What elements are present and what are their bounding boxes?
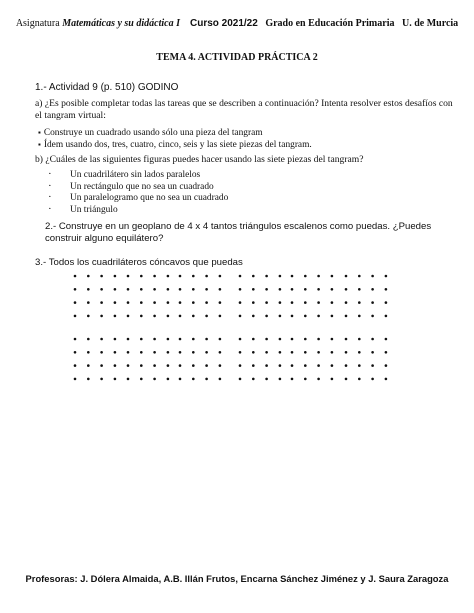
geoplane-dot [100,351,103,354]
geoplane-dot [371,351,374,354]
geoplane-dot [279,301,282,304]
geoplane-dot [279,364,282,367]
geoplane-dot [205,288,208,291]
geoplane-dot [127,378,130,381]
geoplane-dot [127,315,130,318]
geoplane-dot [317,351,320,354]
geoplane-dot [74,364,77,367]
geoplane-dot [179,301,182,304]
geoplane-dot [239,275,242,278]
geoplane-dot [192,275,195,278]
geoplane-dot [127,338,130,341]
geoplane-dot [114,338,117,341]
list-item: · Un cuadrilátero sin lados paralelos [58,170,228,182]
geoplane-dot [252,275,255,278]
geoplane-dot [265,364,268,367]
geoplane-dot [345,315,348,318]
geoplane-dot [140,338,143,341]
geoplane-dot [385,275,388,278]
geoplane-dot [331,378,334,381]
geoplane-grid [345,275,388,318]
geoplane-dot [385,351,388,354]
footer-professors: Profesoras: J. Dólera Almaida, A.B. Illán Frutos, Encarna Sánchez Jiménez y J. Saura Zaragoza [25,573,449,584]
geoplane-dot [345,364,348,367]
geoplane-dot [345,275,348,278]
geoplane-dot [219,275,222,278]
geoplane-dot [345,351,348,354]
geoplane-dot [371,338,374,341]
geoplane-dot [279,378,282,381]
geoplane-dot [192,378,195,381]
geoplane-dot [179,364,182,367]
geoplane-grid [127,275,170,318]
geoplane-dot [317,364,320,367]
geoplane-dot [114,301,117,304]
geoplane-dot [179,338,182,341]
geoplane-dot [153,301,156,304]
geoplane-dot [114,315,117,318]
geoplane-dot [291,364,294,367]
geoplane-dot [345,288,348,291]
asignatura-label: Asignatura [15,18,60,29]
geoplane-grid [345,338,388,381]
geoplane-dot [219,288,222,291]
geoplane-dot [153,288,156,291]
geoplane-dot [252,301,255,304]
geoplane-dot [358,378,361,381]
geoplane-grid [291,338,334,381]
geoplane-dot [252,288,255,291]
geoplane-dot [114,351,117,354]
list-item: · Un rectángulo que no sea un cuadrado [58,182,228,194]
geoplane-dot [252,364,255,367]
geoplane-dot [291,378,294,381]
geoplane-dot [140,364,143,367]
geoplane-dot [87,288,90,291]
geoplane-dot [179,378,182,381]
geoplane-dot [304,315,307,318]
geoplane-dot [100,288,103,291]
geoplane-dot [317,301,320,304]
geoplane-dot [371,301,374,304]
geoplane-dot [74,288,77,291]
geoplane-dot [265,288,268,291]
geoplane-dot [114,275,117,278]
geoplane-dot [153,275,156,278]
geoplane-dot [127,288,130,291]
course-year: Curso 2021/22 [189,18,258,29]
geoplane-dot [291,275,294,278]
geoplane-dot [291,315,294,318]
geoplane-dot [219,378,222,381]
geoplane-dot [239,288,242,291]
geoplane-dot [74,338,77,341]
geoplane-dot [179,275,182,278]
geoplane-dot [153,315,156,318]
geoplane-dot [192,364,195,367]
geoplane-dot [252,338,255,341]
geoplane-dot [167,338,170,341]
section-1-heading: 1.- Actividad 9 (p. 510) GODINO [35,82,179,93]
geoplane-dot [127,351,130,354]
geoplane-dot [127,275,130,278]
geoplane-dot [239,338,242,341]
geoplane-dot [74,301,77,304]
geoplane-dot [331,301,334,304]
geoplane-dot [331,364,334,367]
geoplane-dot [219,301,222,304]
geoplane-dot [358,364,361,367]
geoplane-dot [219,351,222,354]
geoplane-dot [114,364,117,367]
geoplane-grid [239,275,282,318]
list-item: ▪ Construye un cuadrado usando sólo una pieza del tangram [38,127,312,139]
geoplane-dot [304,338,307,341]
geoplane-dot [74,351,77,354]
section-1b-text: b) ¿Cuáles de las siguientes figuras puedes hacer usando las siete piezas del tangram? [35,154,364,165]
geoplane-dot [317,338,320,341]
geoplane-dot [239,351,242,354]
geoplane-dot [192,351,195,354]
list-item: · Un triángulo [58,205,228,217]
geoplane-grid [179,338,222,381]
geoplane-dot [317,378,320,381]
geoplane-dot [100,275,103,278]
geoplane-dot [140,378,143,381]
geoplane-dot [167,288,170,291]
geoplane-dot [205,301,208,304]
geoplane-dot [265,275,268,278]
geoplane-dot [304,351,307,354]
geoplane-dot [205,364,208,367]
geoplane-dot [279,275,282,278]
geoplane-dot [100,364,103,367]
geoplane-dot [205,275,208,278]
geoplane-dot [153,364,156,367]
geoplane-dot [291,288,294,291]
university-name: U. de Murcia [401,18,459,29]
geoplane-dot [291,351,294,354]
geoplane-dot [192,315,195,318]
geoplane-dot [279,315,282,318]
section-2-text: 2.- Construye en un geoplano de 4 x 4 tantos triángulos escalenos como puedas. ¿Puedes construir alguno equilátero? [45,221,432,244]
geoplane-dot [100,378,103,381]
geoplane-dot [219,338,222,341]
geoplane-dot [265,338,268,341]
geoplane-dot [331,315,334,318]
geoplane-dot [205,338,208,341]
geoplane-dot [385,378,388,381]
geoplane-dot [371,275,374,278]
geoplane-dot [385,338,388,341]
geoplane-grid [291,275,334,318]
geoplane-dot [239,364,242,367]
geoplane-dot [304,275,307,278]
geoplane-dot [192,338,195,341]
geoplane-dot [317,315,320,318]
geoplane-dot [291,301,294,304]
geoplane-dot [100,301,103,304]
geoplane-dot [87,378,90,381]
geoplane-dot [265,378,268,381]
section-3-heading: 3.- Todos los cuadriláteros cóncavos que puedas [35,257,243,268]
geoplane-grid [74,275,117,318]
geoplane-dot [153,351,156,354]
geoplane-dot [371,378,374,381]
geoplane-dot [371,315,374,318]
geoplane-dot [114,288,117,291]
geoplane-dot [87,275,90,278]
geoplane-dot [345,378,348,381]
geoplane-dot [265,315,268,318]
geoplane-dot [345,301,348,304]
geoplane-grid [74,338,117,381]
geoplane-dot [140,288,143,291]
geoplane-dot [167,315,170,318]
geoplane-dot [205,378,208,381]
geoplane-dot [100,315,103,318]
geoplane-grid [239,338,282,381]
degree-name: Grado en Educación Primaria [265,18,395,29]
geoplane-dot [265,351,268,354]
page-title: TEMA 4. ACTIVIDAD PRÁCTICA 2 [156,52,318,63]
geoplane-dot [358,351,361,354]
geoplane-dot [140,351,143,354]
geoplane-dot [358,315,361,318]
geoplane-dot [252,378,255,381]
geoplane-dot [371,364,374,367]
geoplane-dot [358,275,361,278]
geoplane-dot [192,301,195,304]
geoplane-dot [192,288,195,291]
geoplane-dot [304,364,307,367]
geoplane-dot [205,351,208,354]
geoplane-dot [345,338,348,341]
geoplane-dot [219,364,222,367]
geoplane-dot [358,338,361,341]
geoplane-dot [385,301,388,304]
geoplane-dot [87,338,90,341]
geoplane-dot [252,351,255,354]
geoplane-dot [331,288,334,291]
geoplane-dot [153,338,156,341]
geoplane-dot [371,288,374,291]
geoplane-dot [179,351,182,354]
geoplane-dot [140,301,143,304]
geoplane-dot [331,275,334,278]
geoplane-dot [279,288,282,291]
geoplane-dot [87,315,90,318]
geoplane-dot [87,364,90,367]
geoplane-dot [100,338,103,341]
geoplane-dot [265,301,268,304]
subject-name: Matemáticas y su didáctica I [62,18,180,29]
geoplane-dot [279,338,282,341]
geoplane-dot [358,301,361,304]
geoplane-dot [87,301,90,304]
geoplane-grid [127,338,170,381]
geoplane-dot [385,364,388,367]
geoplane-dot [140,315,143,318]
geoplane-dot [317,275,320,278]
geoplane-dot [331,338,334,341]
geoplane-dot [205,315,208,318]
geoplane-dot [167,275,170,278]
geoplane-dot [74,378,77,381]
geoplane-dot [304,378,307,381]
list-item: ▪ Ídem usando dos, tres, cuatro, cinco, seis y las siete piezas del tangram. [38,139,312,151]
geoplane-dot [239,378,242,381]
geoplane-dot [239,301,242,304]
geoplane-dot [385,288,388,291]
geoplane-dot [74,275,77,278]
geoplane-dot [179,288,182,291]
geoplane-dot [219,315,222,318]
geoplane-dot [239,315,242,318]
geoplane-dot [167,351,170,354]
geoplane-dot [127,301,130,304]
geoplane-dot [385,315,388,318]
geoplane-dot [74,315,77,318]
geoplane-dot [179,315,182,318]
geoplane-grid [179,275,222,318]
geoplane-dot [317,288,320,291]
geoplane-dot [279,351,282,354]
geoplane-dot [331,351,334,354]
geoplane-dot [114,378,117,381]
geoplane-dot [153,378,156,381]
geoplane-dot [140,275,143,278]
geoplane-dot [87,351,90,354]
geoplane-dot [252,315,255,318]
geoplane-dot [167,378,170,381]
section-1a-text: a) ¿Es posible completar todas las tareas que se describen a continuación? Intenta resolver estos desafíos con el tangram virtual: [35,98,453,121]
list-item: · Un paralelogramo que no sea un cuadrado [58,193,228,205]
geoplane-dot [358,288,361,291]
geoplane-dot [167,301,170,304]
geoplane-dot [127,364,130,367]
geoplane-dot [304,301,307,304]
geoplane-dot [291,338,294,341]
geoplane-dot [304,288,307,291]
geoplane-dot [167,364,170,367]
